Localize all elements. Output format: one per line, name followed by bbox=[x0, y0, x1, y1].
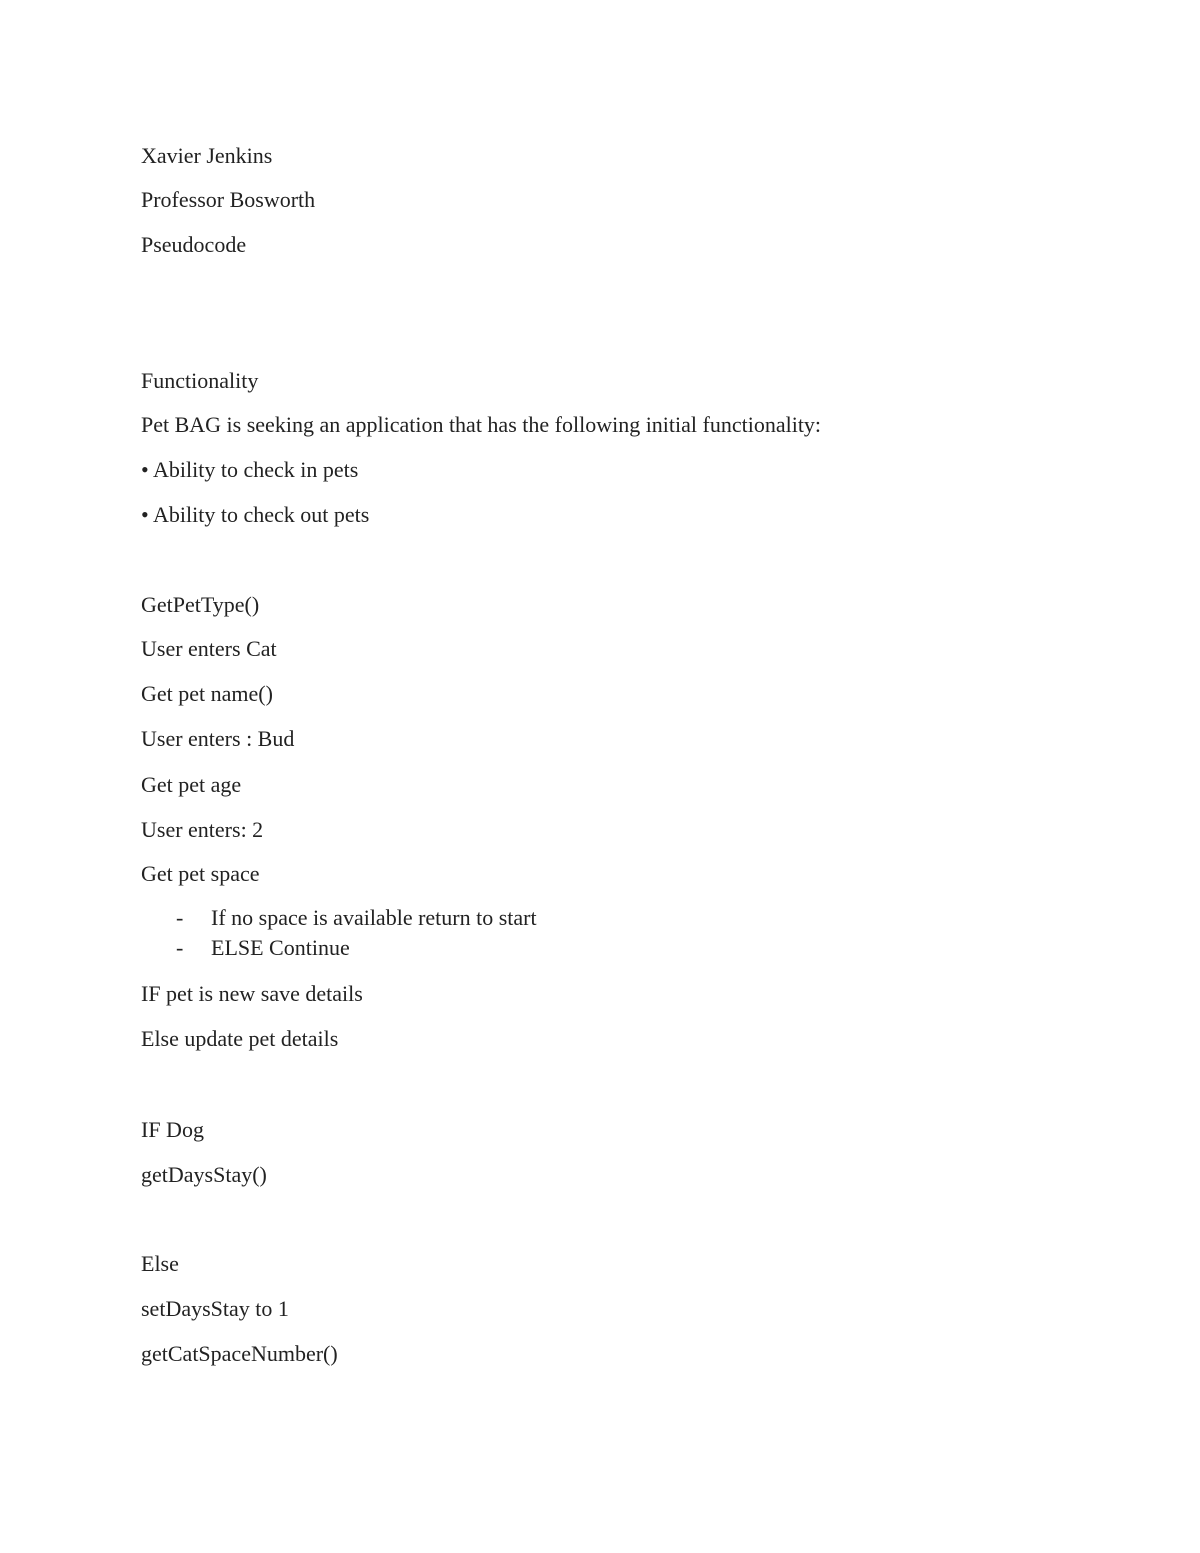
pseudocode-line: User enters: 2 bbox=[141, 817, 264, 842]
pseudocode-line: getDaysStay() bbox=[141, 1162, 267, 1187]
space-condition-item: If no space is available return to start bbox=[211, 905, 537, 930]
space-condition-item: ELSE Continue bbox=[211, 935, 350, 960]
pseudocode-line: Get pet space bbox=[141, 861, 260, 886]
pseudocode-line: User enters : Bud bbox=[141, 726, 295, 751]
pseudocode-line: GetPetType() bbox=[141, 592, 260, 617]
pseudocode-line: getCatSpaceNumber() bbox=[141, 1341, 338, 1366]
bullet-check-out: • Ability to check out pets bbox=[141, 502, 370, 527]
functionality-intro: Pet BAG is seeking an application that has the following initial functionality: bbox=[141, 412, 822, 437]
pseudocode-line: setDaysStay to 1 bbox=[141, 1296, 289, 1321]
pseudocode-line: IF pet is new save details bbox=[141, 981, 363, 1006]
pseudocode-line: Get pet name() bbox=[141, 681, 273, 706]
list-dash: - bbox=[176, 935, 184, 960]
pseudocode-line: Else update pet details bbox=[141, 1026, 339, 1051]
document-title: Pseudocode bbox=[141, 232, 247, 257]
list-dash: - bbox=[176, 905, 184, 930]
pseudocode-line: User enters Cat bbox=[141, 636, 277, 661]
pseudocode-line: Get pet age bbox=[141, 772, 242, 797]
pseudocode-line: Else bbox=[141, 1251, 179, 1276]
professor-name: Professor Bosworth bbox=[141, 187, 316, 212]
functionality-heading: Functionality bbox=[141, 368, 259, 393]
author-name: Xavier Jenkins bbox=[141, 143, 273, 168]
pseudocode-line: IF Dog bbox=[141, 1117, 204, 1142]
bullet-check-in: • Ability to check in pets bbox=[141, 457, 359, 482]
